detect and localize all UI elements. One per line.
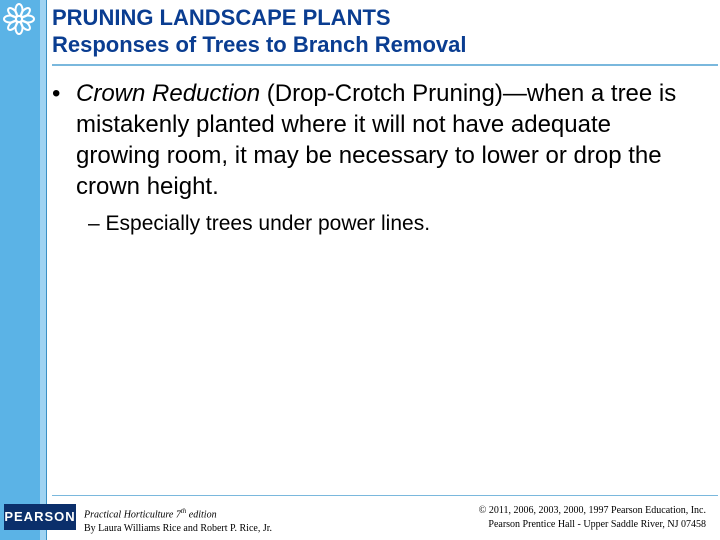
book-authors: By Laura Williams Rice and Robert P. Rice, Jr.	[84, 523, 272, 535]
title-line-2: Responses of Trees to Branch Removal	[52, 32, 467, 57]
copyright-line: © 2011, 2006, 2003, 2000, 1997 Pearson Education, Inc.	[478, 505, 706, 516]
pearson-logo: PEARSON	[4, 504, 76, 530]
bullet-term: Crown Reduction	[76, 80, 261, 107]
sub-bullet-text: Especially trees under power lines.	[105, 212, 431, 235]
publisher-line: Pearson Prentice Hall - Upper Saddle River, NJ 07458	[488, 519, 706, 530]
bullet-text	[76, 78, 692, 202]
book-title: Practical Horticulture 7th edition	[84, 507, 217, 521]
slide-title	[52, 4, 466, 58]
bullet-marker: •	[52, 80, 61, 107]
bullet-body: (Drop-Crotch Pruning)—when a tree is mistakenly planted where it will not have adequate growing room, it may be necessary to lower or drop the crown height.	[76, 80, 677, 200]
title-line-1: PRUNING LANDSCAPE PLANTS	[52, 5, 391, 30]
footer-divider	[52, 495, 718, 496]
sub-bullet-item	[88, 210, 430, 238]
title-divider	[52, 64, 718, 66]
sidebar-band	[0, 0, 40, 540]
sub-bullet-marker: –	[88, 212, 100, 235]
bullet-item	[52, 78, 692, 202]
sidebar-divider	[46, 0, 47, 540]
flower-icon	[2, 2, 36, 36]
footer-book-info	[84, 504, 272, 536]
footer-copyright	[479, 504, 706, 532]
